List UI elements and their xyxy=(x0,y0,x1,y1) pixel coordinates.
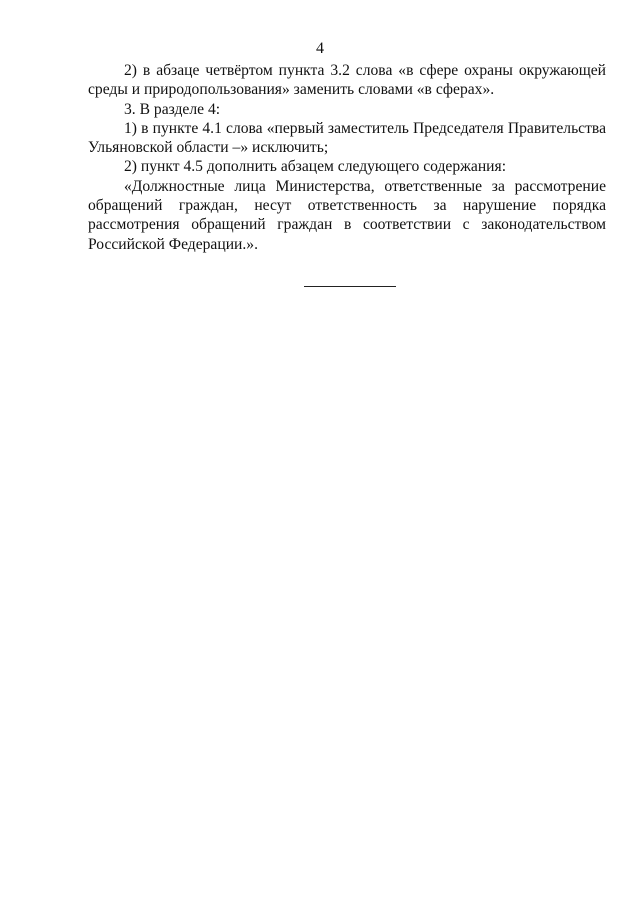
paragraph-amend-3-2: 2) в абзаце четвёртом пункта 3.2 слова «в сфере охраны окружающей среды и природопользования» заменить словами «в сферах». xyxy=(88,62,606,99)
paragraph-amend-4-1: 1) в пункте 4.1 слова «первый заместитель Председателя Правительства Ульяновской области –» исключить; xyxy=(88,119,606,157)
closing-divider-line xyxy=(304,286,396,287)
paragraph-amend-4-5: 2) пункт 4.5 дополнить абзацем следующего содержания: xyxy=(124,158,507,176)
paragraph-section-4-heading: 3. В разделе 4: xyxy=(124,100,221,118)
paragraph-new-text: «Должностные лица Министерства, ответственные за рассмотрение обращений граждан, несут ответственность за нарушение порядка рассмотрения обращений граждан в соответствии с законодательством Российской Федерации.». xyxy=(88,177,606,253)
page-number: 4 xyxy=(316,40,324,57)
document-body xyxy=(88,61,606,254)
